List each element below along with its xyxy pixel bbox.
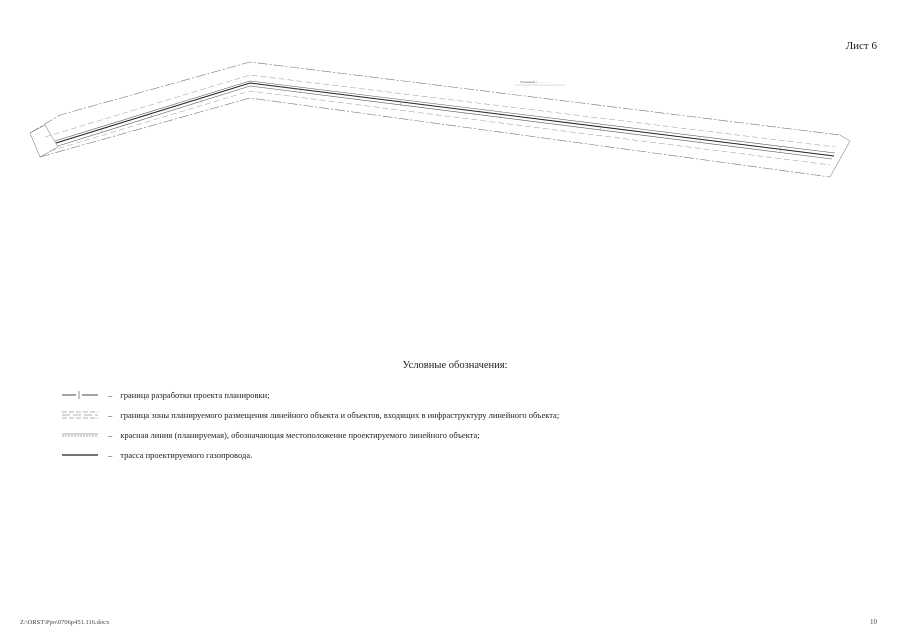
route-ticks (100, 87, 781, 153)
legend-item (60, 425, 840, 445)
legend-dash: – (108, 410, 113, 420)
legend-item (60, 385, 840, 405)
red-line-top (55, 81, 835, 153)
zone-boundary-bottom (50, 91, 830, 165)
red-line-symbol (60, 428, 100, 442)
drawing-label: Тупиковый / ......... ...... (520, 80, 551, 84)
legend-text: граница разработки проекта планировки; (120, 390, 270, 400)
gas-route-symbol (60, 448, 100, 462)
legend-text: красная линия (планируемая), обозначающая местоположение проектируемого линейного объекта; (120, 430, 480, 440)
legend (60, 360, 840, 465)
border-dash-symbol (60, 388, 100, 402)
legend-item (60, 445, 840, 465)
plan-drawing (0, 55, 905, 195)
footer-file-path: Z:\ORST\Ppo\0706p451.116.docx (20, 619, 110, 626)
legend-dash: – (108, 390, 113, 400)
legend-title: Условные обозначения: (402, 360, 508, 371)
footer-page-number: 10 (870, 618, 877, 626)
legend-text: трасса проектируемого газопровода. (120, 450, 253, 460)
planning-boundary-top (30, 62, 840, 135)
zone-dash-symbol (60, 408, 100, 422)
red-line-bottom (58, 86, 832, 159)
legend-text: граница зоны планируемого размещения линейного объекта и объектов, входящих в инфраструктуру линейного объекта; (120, 410, 560, 420)
sheet-label: Лист 6 (845, 40, 877, 52)
legend-item (60, 405, 840, 425)
legend-dash: – (108, 450, 113, 460)
left-end-cap (30, 125, 58, 157)
legend-dash: – (108, 430, 113, 440)
